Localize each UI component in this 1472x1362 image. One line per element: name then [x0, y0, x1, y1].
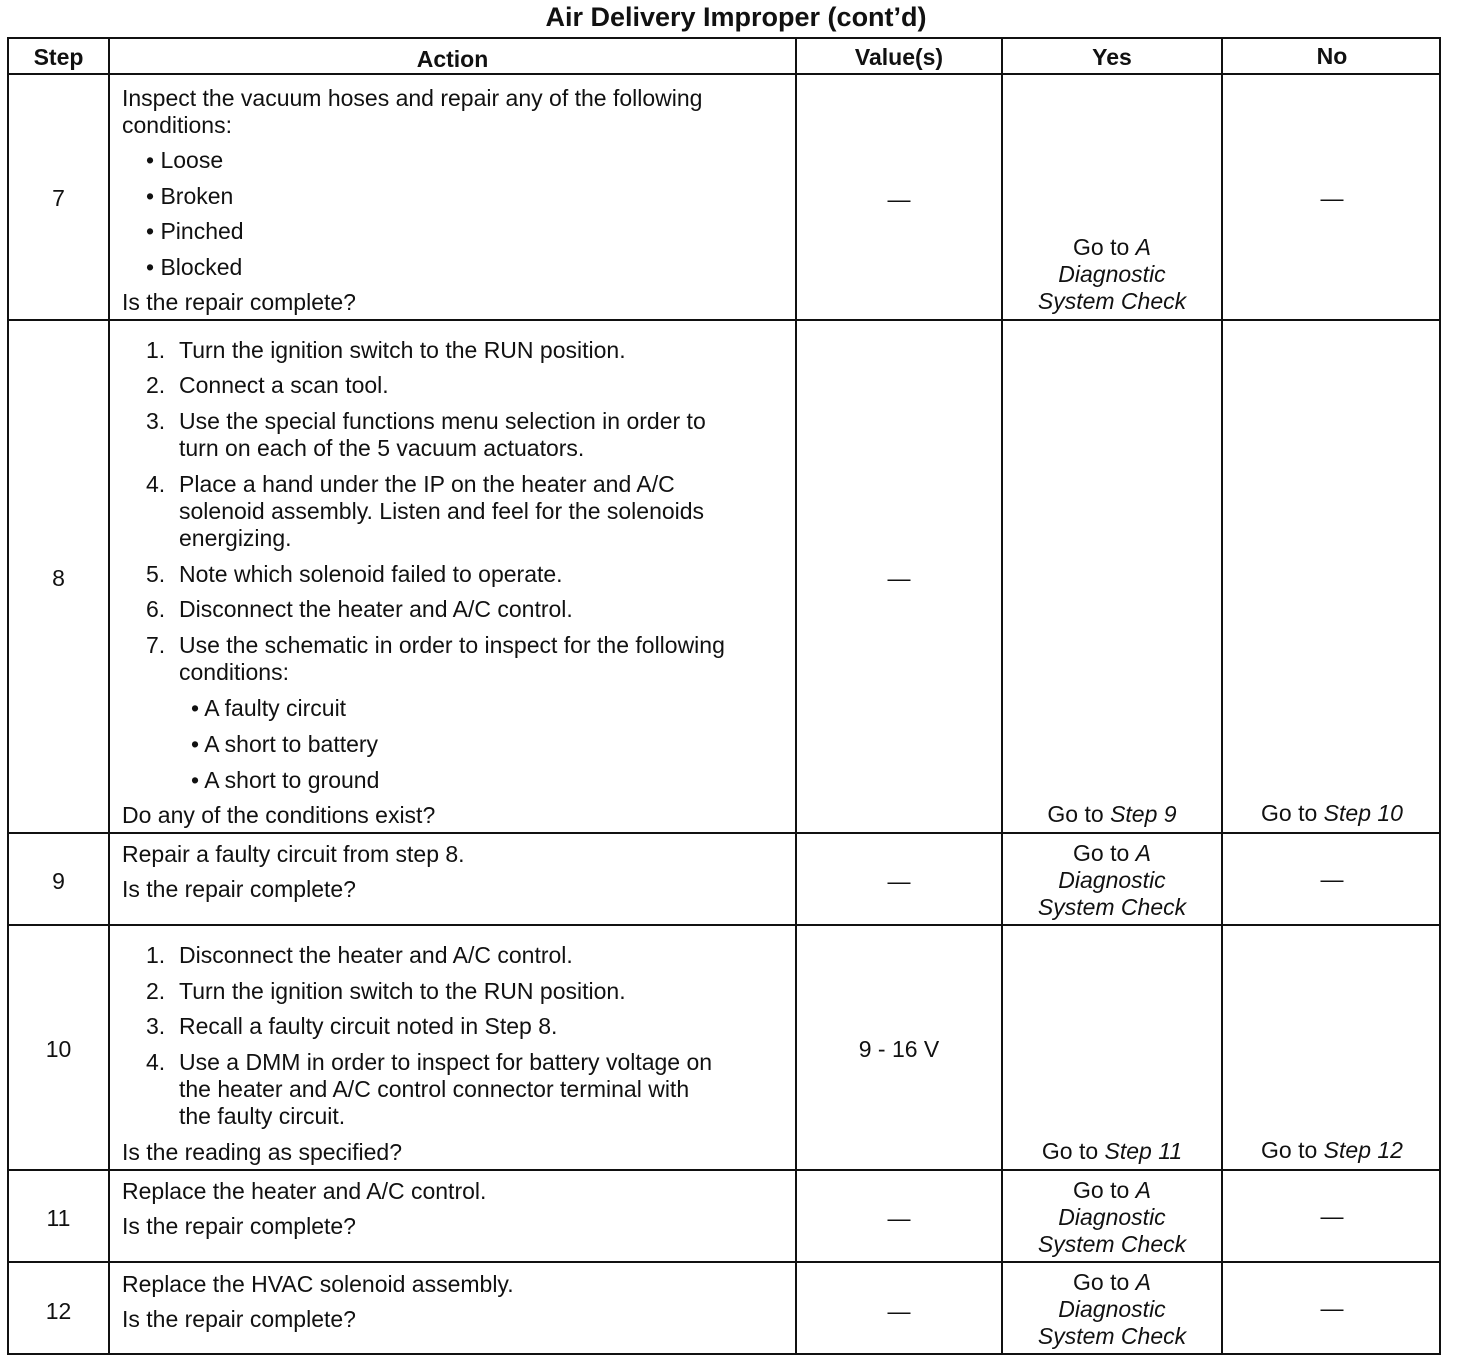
row-divider [9, 924, 1439, 926]
bullet-item: • A short to ground [191, 767, 380, 793]
step-num: 2. [146, 372, 166, 398]
step-num: 4. [146, 471, 166, 497]
column-divider [108, 39, 110, 1353]
action-item: Place a hand under the IP on the heater and A/C [179, 471, 675, 497]
action-text: Repair a faulty circuit from step 8. [122, 841, 465, 867]
bullet-item: • Loose [146, 147, 224, 173]
step-number: 8 [52, 565, 65, 591]
yes-link[interactable]: System Check [1037, 1231, 1187, 1257]
action-text: Replace the HVAC solenoid assembly. [122, 1271, 514, 1297]
action-question: Is the repair complete? [122, 1306, 356, 1332]
action-item: Turn the ignition switch to the RUN position. [179, 337, 626, 363]
yes-link[interactable]: Go to A [1073, 234, 1151, 260]
action-item: Recall a faulty circuit noted in Step 8. [179, 1013, 558, 1039]
yes-link[interactable]: Go to Step 11 [1041, 1138, 1183, 1164]
step-num: 1. [146, 337, 166, 363]
header-values: Value(s) [854, 44, 944, 70]
step-num: 6. [146, 596, 166, 622]
header-yes: Yes [1092, 44, 1132, 70]
yes-link[interactable]: Diagnostic [1058, 1296, 1166, 1322]
value-cell: — [887, 868, 911, 894]
no-cell: — [1320, 1203, 1344, 1229]
bullet-item: • Blocked [146, 254, 243, 280]
yes-link[interactable]: Go to Step 9 [1047, 801, 1177, 827]
action-item: Use the schematic in order to inspect for the following [179, 632, 725, 658]
action-item: Note which solenoid failed to operate. [179, 561, 563, 587]
step-number: 11 [46, 1205, 71, 1231]
value-cell: — [887, 186, 911, 212]
yes-link[interactable]: Go to A [1073, 1177, 1151, 1203]
value-cell: — [887, 1298, 911, 1324]
action-item: conditions: [179, 659, 289, 685]
step-number: 10 [45, 1036, 72, 1062]
bullet-item: • A short to battery [191, 731, 379, 757]
no-cell: — [1320, 866, 1344, 892]
yes-link[interactable]: System Check [1037, 1323, 1187, 1349]
action-question: Is the repair complete? [122, 1213, 356, 1239]
action-text: Replace the heater and A/C control. [122, 1178, 487, 1204]
action-item: solenoid assembly. Listen and feel for the solenoids [179, 498, 705, 524]
diagnostic-table [7, 37, 1441, 1355]
action-item: Use the special functions menu selection in order to [179, 408, 706, 434]
page-title: Air Delivery Improper (cont’d) [545, 2, 927, 32]
header-no: No [1316, 43, 1348, 69]
bullet-item: • A faulty circuit [191, 695, 347, 721]
step-num: 4. [146, 1049, 166, 1075]
step-num: 3. [146, 1013, 166, 1039]
step-num: 5. [146, 561, 166, 587]
action-question: Is the repair complete? [122, 289, 356, 315]
no-cell: — [1320, 185, 1344, 211]
value-cell: 9 - 16 V [858, 1036, 940, 1062]
action-item: Connect a scan tool. [179, 372, 389, 398]
yes-link[interactable]: System Check [1037, 288, 1187, 314]
bullet-item: • Pinched [146, 218, 244, 244]
yes-link[interactable]: Diagnostic [1058, 261, 1166, 287]
row-divider [9, 1261, 1439, 1263]
step-number: 7 [52, 185, 65, 211]
action-text: Inspect the vacuum hoses and repair any of the following [122, 85, 703, 111]
yes-link[interactable]: Go to A [1073, 1269, 1151, 1295]
step-num: 3. [146, 408, 166, 434]
action-question: Is the repair complete? [122, 876, 356, 902]
action-item: Disconnect the heater and A/C control. [179, 942, 573, 968]
header-step: Step [33, 44, 84, 70]
row-divider [9, 73, 1439, 75]
step-num: 2. [146, 978, 166, 1004]
row-divider [9, 319, 1439, 321]
action-question: Is the reading as specified? [122, 1139, 403, 1165]
action-item: Turn the ignition switch to the RUN position. [179, 978, 626, 1004]
no-link[interactable]: Go to Step 12 [1261, 1137, 1403, 1163]
step-number: 9 [52, 868, 65, 894]
row-divider [9, 1169, 1439, 1171]
row-divider [9, 832, 1439, 834]
step-number: 12 [45, 1298, 72, 1324]
action-item: turn on each of the 5 vacuum actuators. [179, 435, 585, 461]
action-item: energizing. [179, 525, 292, 551]
no-cell: — [1320, 1295, 1344, 1321]
action-item: the heater and A/C control connector terminal with [179, 1076, 690, 1102]
action-question: Do any of the conditions exist? [122, 802, 436, 828]
no-link[interactable]: Go to Step 10 [1261, 800, 1403, 826]
column-divider [795, 39, 797, 1353]
step-num: 7. [146, 632, 166, 658]
value-cell: — [887, 565, 911, 591]
yes-link[interactable]: Go to A [1073, 840, 1151, 866]
yes-link[interactable]: Diagnostic [1058, 867, 1166, 893]
yes-link[interactable]: System Check [1037, 894, 1187, 920]
action-item: Use a DMM in order to inspect for battery voltage on [179, 1049, 713, 1075]
action-item: Disconnect the heater and A/C control. [179, 596, 573, 622]
bullet-item: • Broken [146, 183, 234, 209]
value-cell: — [887, 1205, 911, 1231]
yes-link[interactable]: Diagnostic [1058, 1204, 1166, 1230]
action-item: the faulty circuit. [179, 1103, 346, 1129]
step-num: 1. [146, 942, 166, 968]
header-action: Action [416, 46, 489, 72]
action-text: conditions: [122, 112, 232, 138]
